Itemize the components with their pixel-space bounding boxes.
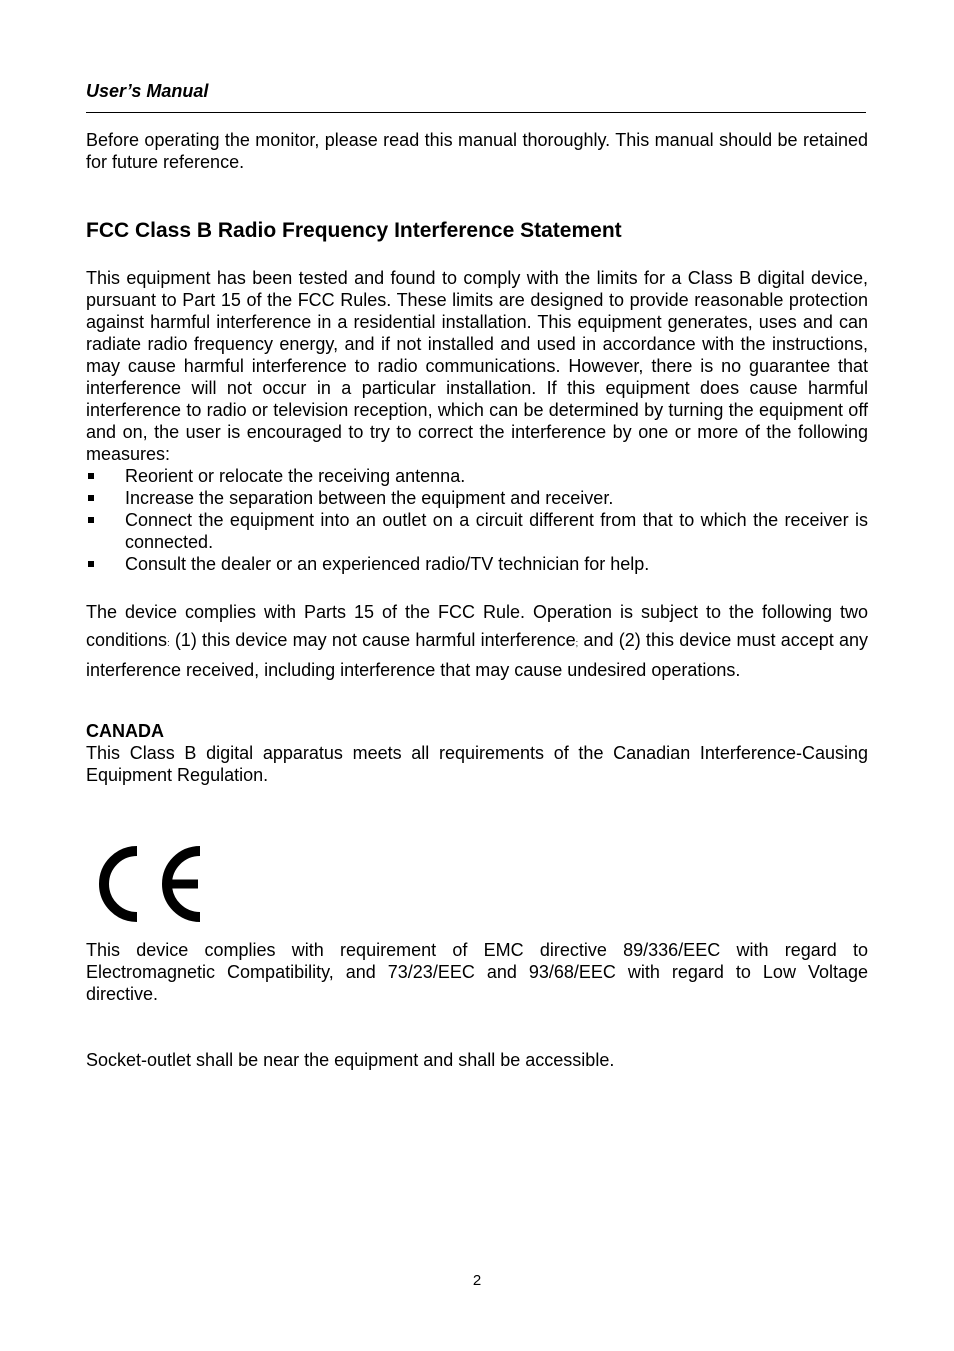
fcc-heading: FCC Class B Radio Frequency Interference Statement [86, 219, 622, 242]
measure-text: Reorient or relocate the receiving antenna. [125, 466, 466, 486]
canada-heading: CANADA [86, 721, 164, 741]
list-item [86, 465, 868, 487]
compliance-text-2: (1) this device may not cause harmful interference [169, 629, 576, 650]
list-item [86, 553, 868, 575]
canada-paragraph: This Class B digital apparatus meets all requirements of the Canadian Interference-Causing Equipment Regulation. [86, 743, 868, 785]
square-bullet-icon [88, 517, 94, 523]
measure-text: Consult the dealer or an experienced radio/TV technician for help. [125, 554, 650, 574]
measures-list [86, 465, 868, 575]
square-bullet-icon [88, 495, 94, 501]
compliance-text-3: and (2) this device must accept any interference received, including interference that may cause undesired operations. [86, 629, 868, 680]
square-bullet-icon [88, 473, 94, 479]
list-item [86, 487, 868, 509]
socket-note: Socket-outlet shall be near the equipment and shall be accessible. [86, 1050, 615, 1070]
compliance-text-1: The device complies with Parts 15 of the FCC Rule. Operation is subject to the following two conditions [86, 602, 868, 650]
page-number: 2 [472, 1272, 482, 1289]
list-item [86, 509, 868, 553]
compliance-sep-2: ; [575, 637, 579, 648]
header-divider [86, 112, 866, 113]
fcc-compliance-paragraph [86, 599, 868, 685]
header-title: User’s Manual [86, 81, 209, 101]
compliance-sep-1: : [167, 637, 170, 648]
intro-paragraph: Before operating the monitor, please read this manual thoroughly. This manual should be retained for future reference. [86, 130, 868, 172]
ce-mark-icon [94, 844, 204, 924]
measure-text: Increase the separation between the equipment and receiver. [125, 488, 614, 508]
square-bullet-icon [88, 561, 94, 567]
measure-text: Connect the equipment into an outlet on a circuit different from that to which the receiver is connected. [125, 510, 868, 552]
ce-paragraph: This device complies with requirement of EMC directive 89/336/EEC with regard to Electromagnetic Compatibility, and 73/23/EEC and 93/68/EEC with regard to Low Voltage directive. [86, 940, 868, 1004]
fcc-paragraph: This equipment has been tested and found to comply with the limits for a Class B digital device, pursuant to Part 15 of the FCC Rules. These limits are designed to provide reasonable protection against harmful interference in a residential installation. This equipment generates, uses and can radiate radio frequency energy, and if not installed and used in accordance with the instructions, may cause harmful interference to radio communications. However, there is no guarantee that interference will not occur in a particular installation. If this equipment does cause harmful interference to radio or television reception, which can be determined by turning the equipment off and on, the user is encouraged to try to correct the interference by one or more of the following measures: [86, 268, 868, 464]
